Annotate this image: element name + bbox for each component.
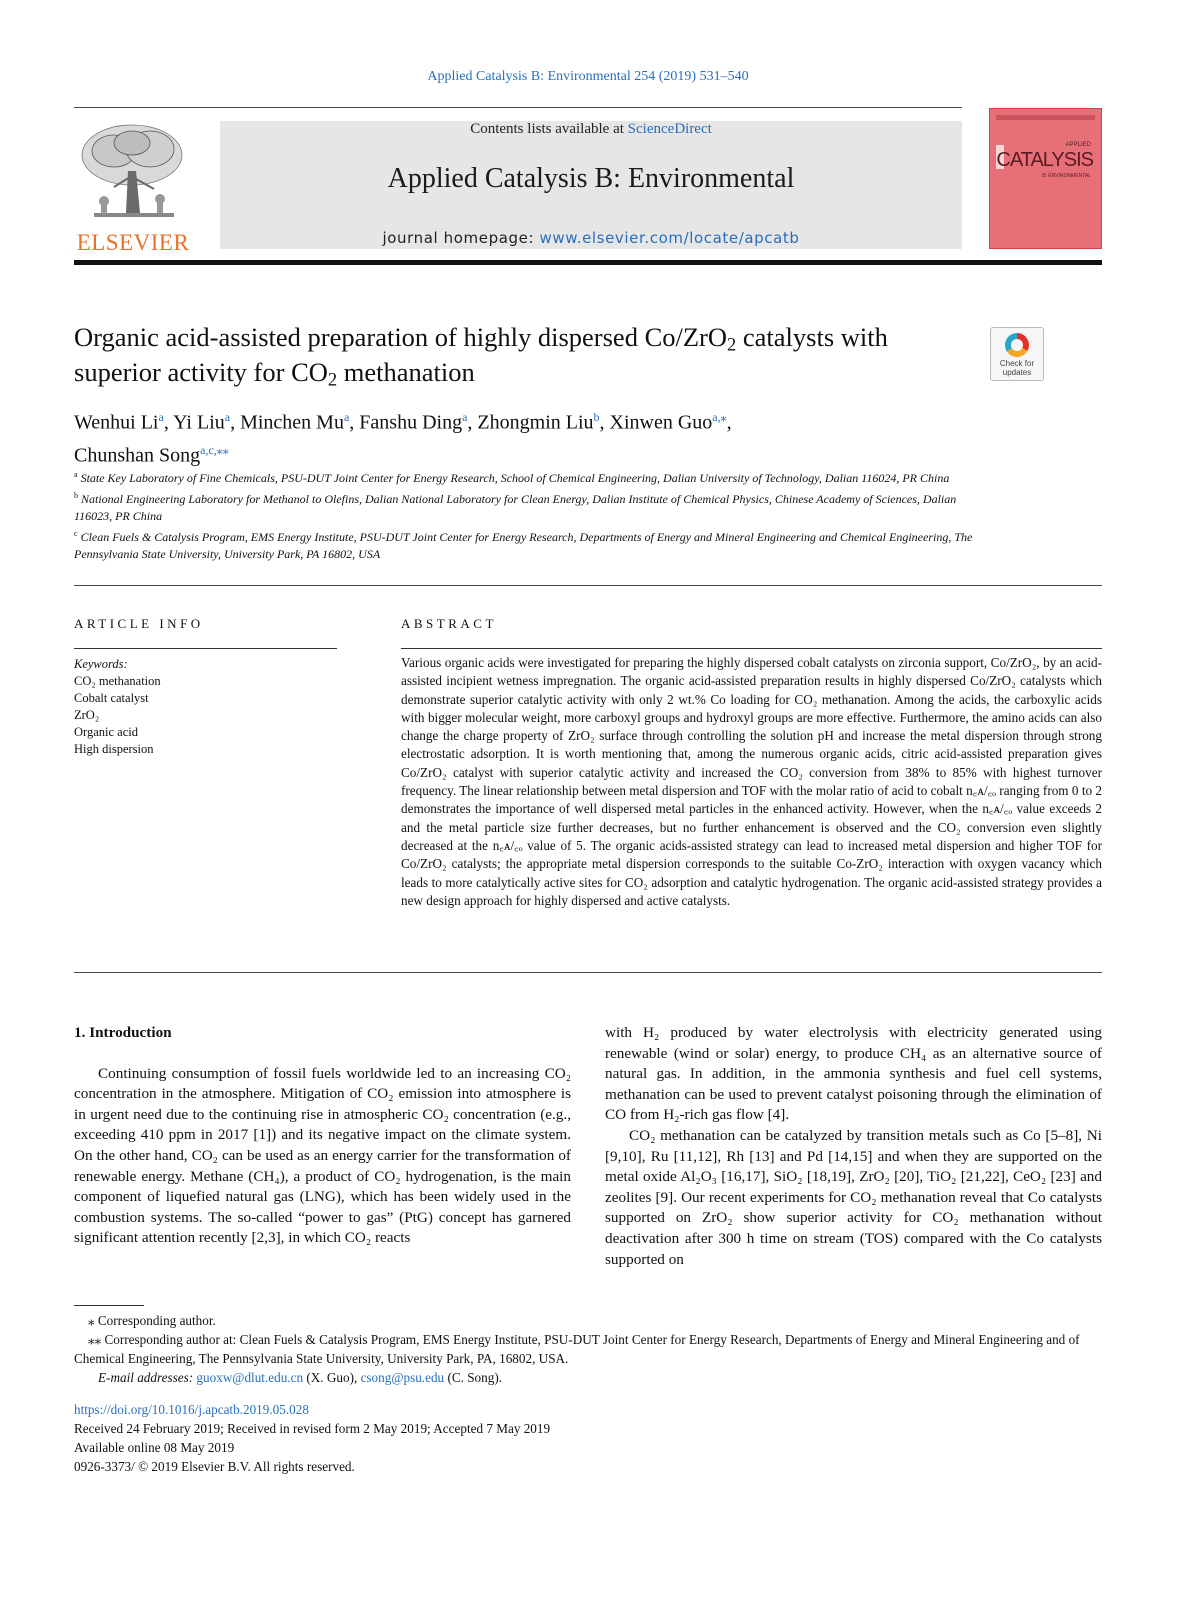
section-heading: 1. Introduction [74,1024,172,1041]
author-affiliation-mark[interactable]: a [158,410,164,424]
keywords-block [74,656,337,758]
article-info-heading: ARTICLE INFO [74,616,204,631]
keyword-item[interactable]: Cobalt catalyst [74,691,149,705]
check-updates-label: Check for updates [999,359,1035,377]
footnote-emails [74,1368,1102,1387]
email-label: E-mail addresses: [98,1370,194,1385]
check-for-updates-button[interactable] [990,327,1044,381]
affiliations [74,466,974,563]
body-paragraph: Continuing consumption of fossil fuels worldwide led to an increasing CO₂ concentration in the atmosphere. Mitigation of CO₂ emission into atmosphere is in urgent need due to the continuing rise in atmospheric CO₂ concentration (e.g., exceeding 410 ppm in 2017 [1]) and its negative impact on the climate system. On the other hand, CO₂ can be used as an energy carrier for the transformation of renewable energy. Methane (CH₄), a product of CO₂ hydrogenation, is the main component of liquefied natural gas (LNG), which has been widely used in the combustion systems. The so-called “power to gas” (PtG) concept has garnered significant attention recently [2,3], in which CO₂ reacts [74,1064,571,1247]
online-date: Available online 08 May 2019 [74,1440,235,1455]
title-sub1: 2 [727,334,737,356]
cover-applied: APPLIED [1065,142,1091,148]
title-part3: methanation [337,357,475,387]
footnotes [74,1311,1102,1387]
keyword-item[interactable]: ZrO₂ [74,708,100,722]
email-link[interactable]: csong@psu.edu [360,1370,445,1385]
author-affiliation-mark[interactable]: b [593,410,600,424]
contents-line [220,121,962,138]
email-owner: (C. Song). [444,1370,503,1385]
header-thick-rule [74,260,1102,265]
affiliation-text: Clean Fuels & Catalysis Program, EMS Energy Institute, PSU-DUT Joint Center for Energy Research, Departments of Energy and Mineral Engineering and Chemical Engineering, The Pennsylvania State University, University Park, PA 16802, USA [74,530,973,561]
affiliation-text: National Engineering Laboratory for Methanol to Olefins, Dalian National Laboratory for Clean Energy, Dalian Institute of Chemical Physics, Chinese Academy of Sciences, Dalian 116023, PR China [74,492,957,523]
author-name[interactable]: Xinwen Guo [609,411,713,434]
homepage-prefix: journal homepage: [382,229,540,247]
title-part2: catalysts with superior activity for CO [74,322,888,387]
affiliation-label: a [74,470,78,479]
abstract-heading: ABSTRACT [401,616,497,631]
cover-top-strip [996,115,1095,120]
author-name[interactable]: Chunshan Song [74,444,201,467]
body-paragraph: CO₂ methanation can be catalyzed by transition metals such as Co [5–8], Ni [9,10], Ru [11,12], Rh [13] and Pd [14,15] and when they are supported on the metal oxide Al₂O₃ [16,17], SiO₂ [18,19], ZrO₂ [20], TiO₂ [21,22], CeO₂ [23] and zeolites [9]. Our recent experiments for CO₂ methanation reveal that Co catalysts supported on ZrO₂ show superior activity for CO₂ methanation without deactivation after 300 h time on stream (TOS) compared with the Co catalysts supported on [605,1126,1102,1268]
author-list: Wenhui Li$^a$, Yi Liu$^a$, Minchen Mu$^a$, Fanshu Ding$^a$, Zhongmin Liu$^b$, Xinwen Guo$^{a,⁎}$, Chunshan Song$^{a,c,⁎⁎}$ [74,410,732,467]
footnote-rule [74,1305,144,1306]
author-name[interactable]: Wenhui Li [74,411,159,434]
elsevier-logo[interactable] [74,121,192,253]
journal-cover-thumbnail[interactable] [989,108,1102,249]
affiliation-label: b [74,491,78,500]
footnote-corresponding-address: ⁎⁎ Corresponding author at: Clean Fuels & Catalysis Program, EMS Energy Institute, PSU-DUT Joint Center for Energy Research, Departments of Energy and Mineral Engineering and of Chemical Engineering, The Pennsylvania State University, University Park, PA, 16802, USA. [74,1332,1080,1366]
journal-masthead [220,121,962,249]
body-column-right [605,1023,1102,1270]
keyword-item[interactable]: Organic acid [74,725,138,739]
doi-link[interactable]: https://doi.org/10.1016/j.apcatb.2019.05.028 [74,1402,309,1417]
cover-title: CATALYSIS [996,149,1093,171]
title-sub2: 2 [327,369,338,391]
author-affiliation-mark[interactable]: a [224,410,231,424]
affiliation-item [74,466,974,487]
section-rule [74,585,1102,586]
received-dates: Received 24 February 2019; Received in revised form 2 May 2019; Accepted 7 May 2019 [74,1421,551,1436]
sciencedirect-link[interactable]: ScienceDirect [627,121,712,137]
author-affiliation-mark[interactable]: a [462,410,468,424]
abstract-bottom-rule [74,972,1102,973]
author-name[interactable]: Yi Liu [173,411,225,434]
author-affiliation-mark[interactable]: a [343,410,350,424]
author-affiliation-mark[interactable]: a,c,⁎⁎ [200,442,229,457]
elsevier-tree-icon [74,121,192,225]
publication-info [74,1400,1102,1476]
author-name[interactable]: Zhongmin Liu [477,411,594,434]
affiliation-label: c [74,529,78,538]
body-paragraph: with H₂ produced by water electrolysis with electricity generated using renewable (wind or solar) energy, to produce CH₄ as an alternative source of natural gas. In addition, in the ammonia synthesis and fuel cell systems, methanation can be used to prevent catalyst poisoning through the elimination of CO from H₂-rich gas flow [4]. [605,1024,1102,1124]
abstract-rule [401,648,1102,649]
author-name[interactable]: Fanshu Ding [359,411,463,434]
crossmark-icon [1005,333,1029,357]
header-rule [74,107,962,108]
copyright: 0926-3373/ © 2019 Elsevier B.V. All rights reserved. [74,1459,355,1474]
affiliation-item [74,525,974,563]
email-owner: (X. Guo), [303,1370,361,1385]
footnote-corresponding: ⁎ Corresponding author. [88,1313,216,1328]
author-affiliation-mark[interactable]: a,⁎ [712,410,727,424]
contents-prefix: Contents lists available at [470,121,628,137]
homepage-line [220,229,962,247]
keywords-label: Keywords: [74,657,128,671]
homepage-link[interactable]: www.elsevier.com/locate/apcatb [539,229,800,247]
journal-citation[interactable]: Applied Catalysis B: Environmental 254 (2019) 531–540 [427,69,749,84]
body-column-left [74,1023,571,1249]
abstract-text: Various organic acids were investigated for preparing the highly dispersed cobalt catalysts on zirconia support, Co/ZrO₂, by an acid-assisted incipient wetness impregnation. The organic acid-assisted preparation results in highly dispersed Co/ZrO₂ catalysts which demonstrate superior catalytic activity with only 2 wt.% Co loading for CO₂ methanation. Among the acids, the carboxylic acids with bigger molecular weight, more carboxyl groups and hydroxyl groups are more effective. Furthermore, the amino acids can also change the charge property of ZrO₂ surface through controlling the solution pH and increase the metal dispersion through strong electrostatic adsorption. It is worth mentioning that, among the numerous organic acids, citric acid-assisted preparation gives Co/ZrO₂ catalyst with superior catalytic activity and increased the CO₂ conversion from 38% to 85% with highest turnover frequency. The linear relationship between metal dispersion and TOF with the molar ratio of acid to cobalt n꜀ᴀ/꜀ₒ ranging from 0 to 2 demonstrates the importance of well dispersed metal particles in the enhanced activity. However, when the n꜀ᴀ/꜀ₒ value exceeds 2 and the metal particle size further decreases, but no further enhancement is observed and the CO₂ conversion even slightly decreased at the n꜀ᴀ/꜀ₒ value of 5. The organic acids-assisted strategy can lead to increased metal dispersion and higher TOF for Co/ZrO₂ catalysts; the appropriate metal dispersion corresponds to the suitable Co-ZrO₂ interaction with oxygen vacancy which leads to more catalytically active sites for CO₂ adsorption and catalytic hydrogenation. The organic acid-assisted strategy provides a new design approach for highly dispersed and active catalysts. [401,655,1102,908]
article-info-rule [74,648,337,649]
author-name[interactable]: Minchen Mu [240,411,344,434]
journal-title[interactable]: Applied Catalysis B: Environmental [387,163,795,194]
affiliation-text: State Key Laboratory of Fine Chemicals, PSU-DUT Joint Center for Energy Research, School of Chemical Engineering, Dalian University of Technology, Dalian 116024, PR China [80,471,950,485]
elsevier-wordmark: ELSEVIER [76,230,190,255]
affiliation-item [74,487,974,525]
cover-subtitle: B: ENVIRONMENTAL [1042,173,1091,179]
title-part1: Organic acid-assisted preparation of highly dispersed Co/ZrO [74,322,728,352]
keyword-item[interactable]: High dispersion [74,742,154,756]
email-link[interactable]: guoxw@dlut.edu.cn [196,1370,304,1385]
keyword-item[interactable]: CO₂ methanation [74,674,161,688]
article-title [74,320,974,390]
